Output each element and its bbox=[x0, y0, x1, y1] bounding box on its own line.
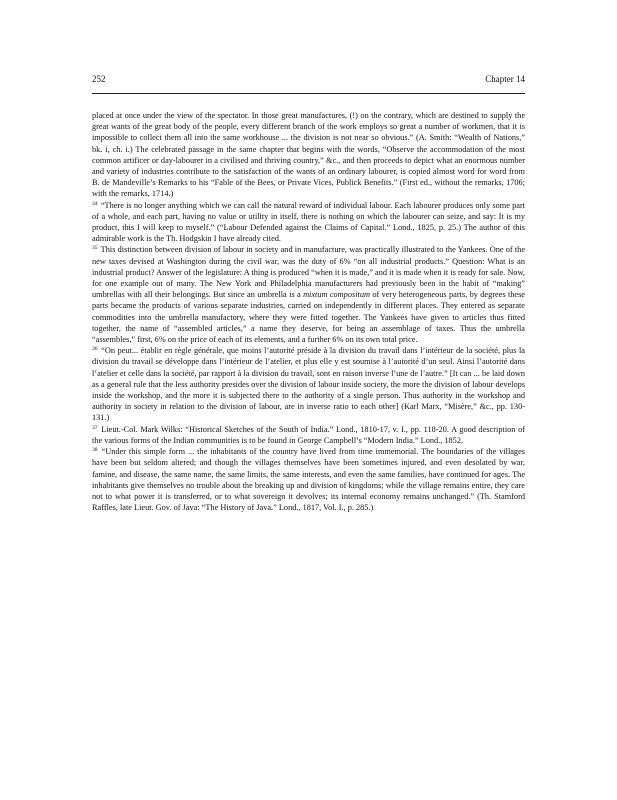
footnote-36 bbox=[92, 345, 525, 423]
footnote-number: 35 bbox=[92, 245, 98, 252]
footnote-number: 36 bbox=[92, 346, 98, 353]
header-rule bbox=[92, 93, 525, 94]
chapter-label: Chapter 14 bbox=[485, 74, 525, 84]
footnote-number: 37 bbox=[92, 424, 98, 431]
footnote-text: “Under this simple form ... the inhabitants of the country have lived from time immemorial. The boundaries of the villages have been but seldom altered; and though the villages themselves have been sometimes injured, and even desolated by war, famine, and disease, the same name, the same limits, the same interests, and even the same families, have continued for ages. The inhabitants give themselves no trouble about the breaking up and division of kingdoms; while the village remains entire, they care not to what power it is transferred, or to what sovereign it devolves; its internal economy remains unchanged.” (Th. Stamford Raffles, late Lieut. Gov. of Java: “The History of Java.” Lond., 1817, Vol. I., p. 285.) bbox=[92, 447, 525, 513]
page-number: 252 bbox=[92, 74, 106, 84]
footnote-text: This distinction between division of labour in society and in manufacture, was practically illustrated to the Yankees. One of the new taxes devised at Washington during the civil war, was the duty of 6% “on all industrial products.” Question: What is an industrial product? Answer of the legislature: A thing is produced “when it is made,” and it is made when it is ready for sale. Now, for one example out of many. The New York and Philadelphia manufacturers had previously been in the habit of “making” umbrellas with all their belongings. But since an umbrella is a bbox=[92, 245, 525, 300]
footnote-italic-term: mixtum compositum bbox=[303, 290, 370, 300]
footnote-number: 38 bbox=[92, 447, 98, 454]
footnote-text: of very heterogeneous parts, by degrees these parts became the products of various separate industries, carried on independently in different places. They entered as separate commodities into the umbrella manufactory, where they were fitted together. The Yankees have given to articles thus fitted together, the name of “assembled articles,” a name they deserve, for being an assemblage of taxes. Thus the umbrella “assembles,” first, 6% on the price of each of its elements, and a further 6% on its own total price. bbox=[92, 290, 525, 345]
running-header bbox=[92, 74, 525, 88]
page-body bbox=[92, 110, 525, 513]
footnote-text: “There is no longer anything which we can call the natural reward of individual labour. Each labourer produces only some part of a whole, and each part, having no value or utility in itself, there is nothing on which the labourer can seize, and say: It is my product, this I will keep to myself.” (“Labour Defended against the Claims of Capital.” Lond., 1825, p. 25.) The author of this admirable work is the Th. Hodgskin I have already cited. bbox=[92, 200, 526, 244]
footnote-number: 34 bbox=[92, 200, 98, 207]
footnote-text: “On peut... établir en règle générale, que moins l’autorité préside à la division du travail dans l’intérieur de la société, plus la division du travail se développe dans l’intérieur de l’atelier, et plus elle y est soumise à l’autorité d’un seul. Ainsi l’autorité dans l’atelier et celle dans la société, par rapport à la division du travail, sont en raison inverse l’une de l’autre.” [It can ... be laid down as a general rule that the less authority presides over the division of labour inside society, the more the division of labour develops inside the workshop, and the more it is subjected there to the authority of a single person. Thus authority in the workshop and authority in society in relation to the division of labour, are in inverse ratio to each other] (Karl Marx, “Misère,” &c., pp. 130-131.) bbox=[92, 346, 525, 423]
footnote-38 bbox=[92, 446, 525, 513]
footnote-37 bbox=[92, 424, 525, 446]
continuation-paragraph: placed at once under the view of the spectator. In those great manufactures, (!) on the contrary, which are destined to supply the great wants of the great body of the people, every different branch of the work employs so great a number of workmen, that it is impossible to collect them all into the same workhouse ... the division is not near so obvious.” (A. Smith: “Wealth of Nations,” bk. i, ch. i.) The celebrated passage in the same chapter that begins with the words, “Observe the accommodation of the most common artificer or day-labourer in a civilised and thriving country,” &c., and then proceeds to depict what an enormous number and variety of industries contribute to the satisfaction of the wants of an ordinary labourer, is copied almost word for word from B. de Mandeville’s Remarks to his “Fable of the Bees, or Private Vices, Publick Benefits.” (First ed., without the remarks, 1706; with the remarks, 1714.) bbox=[92, 111, 525, 199]
footnote-text: Lieut.-Col. Mark Wilks: “Historical Sketches of the South of India.” Lond., 1810-17, v. I., pp. 118-20. A good description of the various forms of the Indian communities is to be found in George Campbell’s “Modern India.” Lond., 1852. bbox=[92, 424, 525, 445]
footnote-34 bbox=[92, 200, 525, 245]
footnote-35 bbox=[92, 244, 525, 345]
